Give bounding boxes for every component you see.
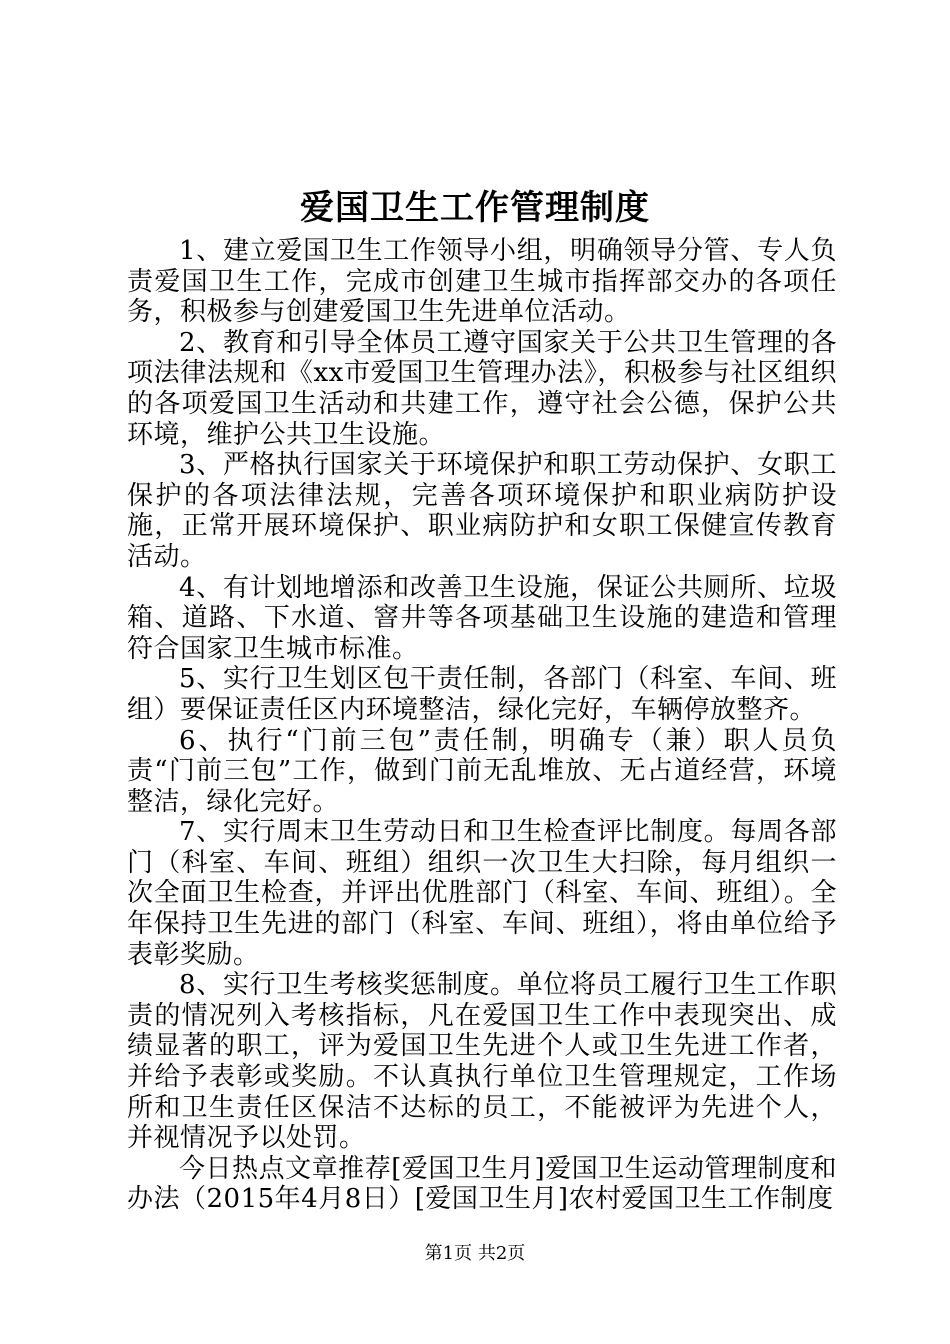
paragraph-7: 7、实行周末卫生劳动日和卫生检查评比制度。每周各部门（科室、车间、班组）组织一次卫生大扫除，每月组织一次全面卫生检查，并评出优胜部门（科室、车间、班组）。全年保持卫生先进的部门（科室、车间、班组），将由单位给予表彰奖励。: [127, 817, 837, 970]
recommended-articles: 今日热点文章推荐[爱国卫生月]爱国卫生运动管理制度和办法（2015年4月8日）[爱国卫生月]农村爱国卫生工作制度: [127, 1153, 837, 1215]
paragraph-8: 8、实行卫生考核奖惩制度。单位将员工履行卫生工作职责的情况列入考核指标，凡在爱国卫生工作中表现突出、成绩显著的职工，评为爱国卫生先进个人或卫生先进工作者，并给予表彰或奖励。不认真执行单位卫生管理规定，工作场所和卫生责任区保洁不达标的员工，不能被评为先进个人，并视情况予以处罚。: [127, 970, 837, 1154]
document-body: [127, 236, 837, 1215]
paragraph-2: 2、教育和引导全体员工遵守国家关于公共卫生管理的各项法律法规和《xx市爱国卫生管理办法》，积极参与社区组织的各项爱国卫生活动和共建工作，遵守社会公德，保护公共环境，维护公共卫生设施。: [127, 327, 837, 450]
paragraph-3: 3、严格执行国家关于环境保护和职工劳动保护、女职工保护的各项法律法规，完善各项环境保护和职业病防护设施，正常开展环境保护、职业病防护和女职工保健宣传教育活动。: [127, 450, 837, 572]
page-number-footer: 第1页 共2页: [424, 1243, 526, 1264]
document-title: 爱国卫生工作管理制度: [300, 188, 650, 228]
paragraph-1: 1、建立爱国卫生工作领导小组，明确领导分管、专人负责爱国卫生工作，完成市创建卫生城市指挥部交办的各项任务，积极参与创建爱国卫生先进单位活动。: [127, 236, 837, 328]
paragraph-4: 4、有计划地增添和改善卫生设施，保证公共厕所、垃圾箱、道路、下水道、窨井等各项基础卫生设施的建造和管理符合国家卫生城市标准。: [127, 572, 837, 664]
paragraph-6: 6、执行“门前三包”责任制，明确专（兼）职人员负责“门前三包”工作，做到门前无乱堆放、无占道经营，环境整洁，绿化完好。: [127, 725, 837, 817]
paragraph-5: 5、实行卫生划区包干责任制，各部门（科室、车间、班组）要保证责任区内环境整洁，绿化完好，车辆停放整齐。: [127, 664, 837, 725]
